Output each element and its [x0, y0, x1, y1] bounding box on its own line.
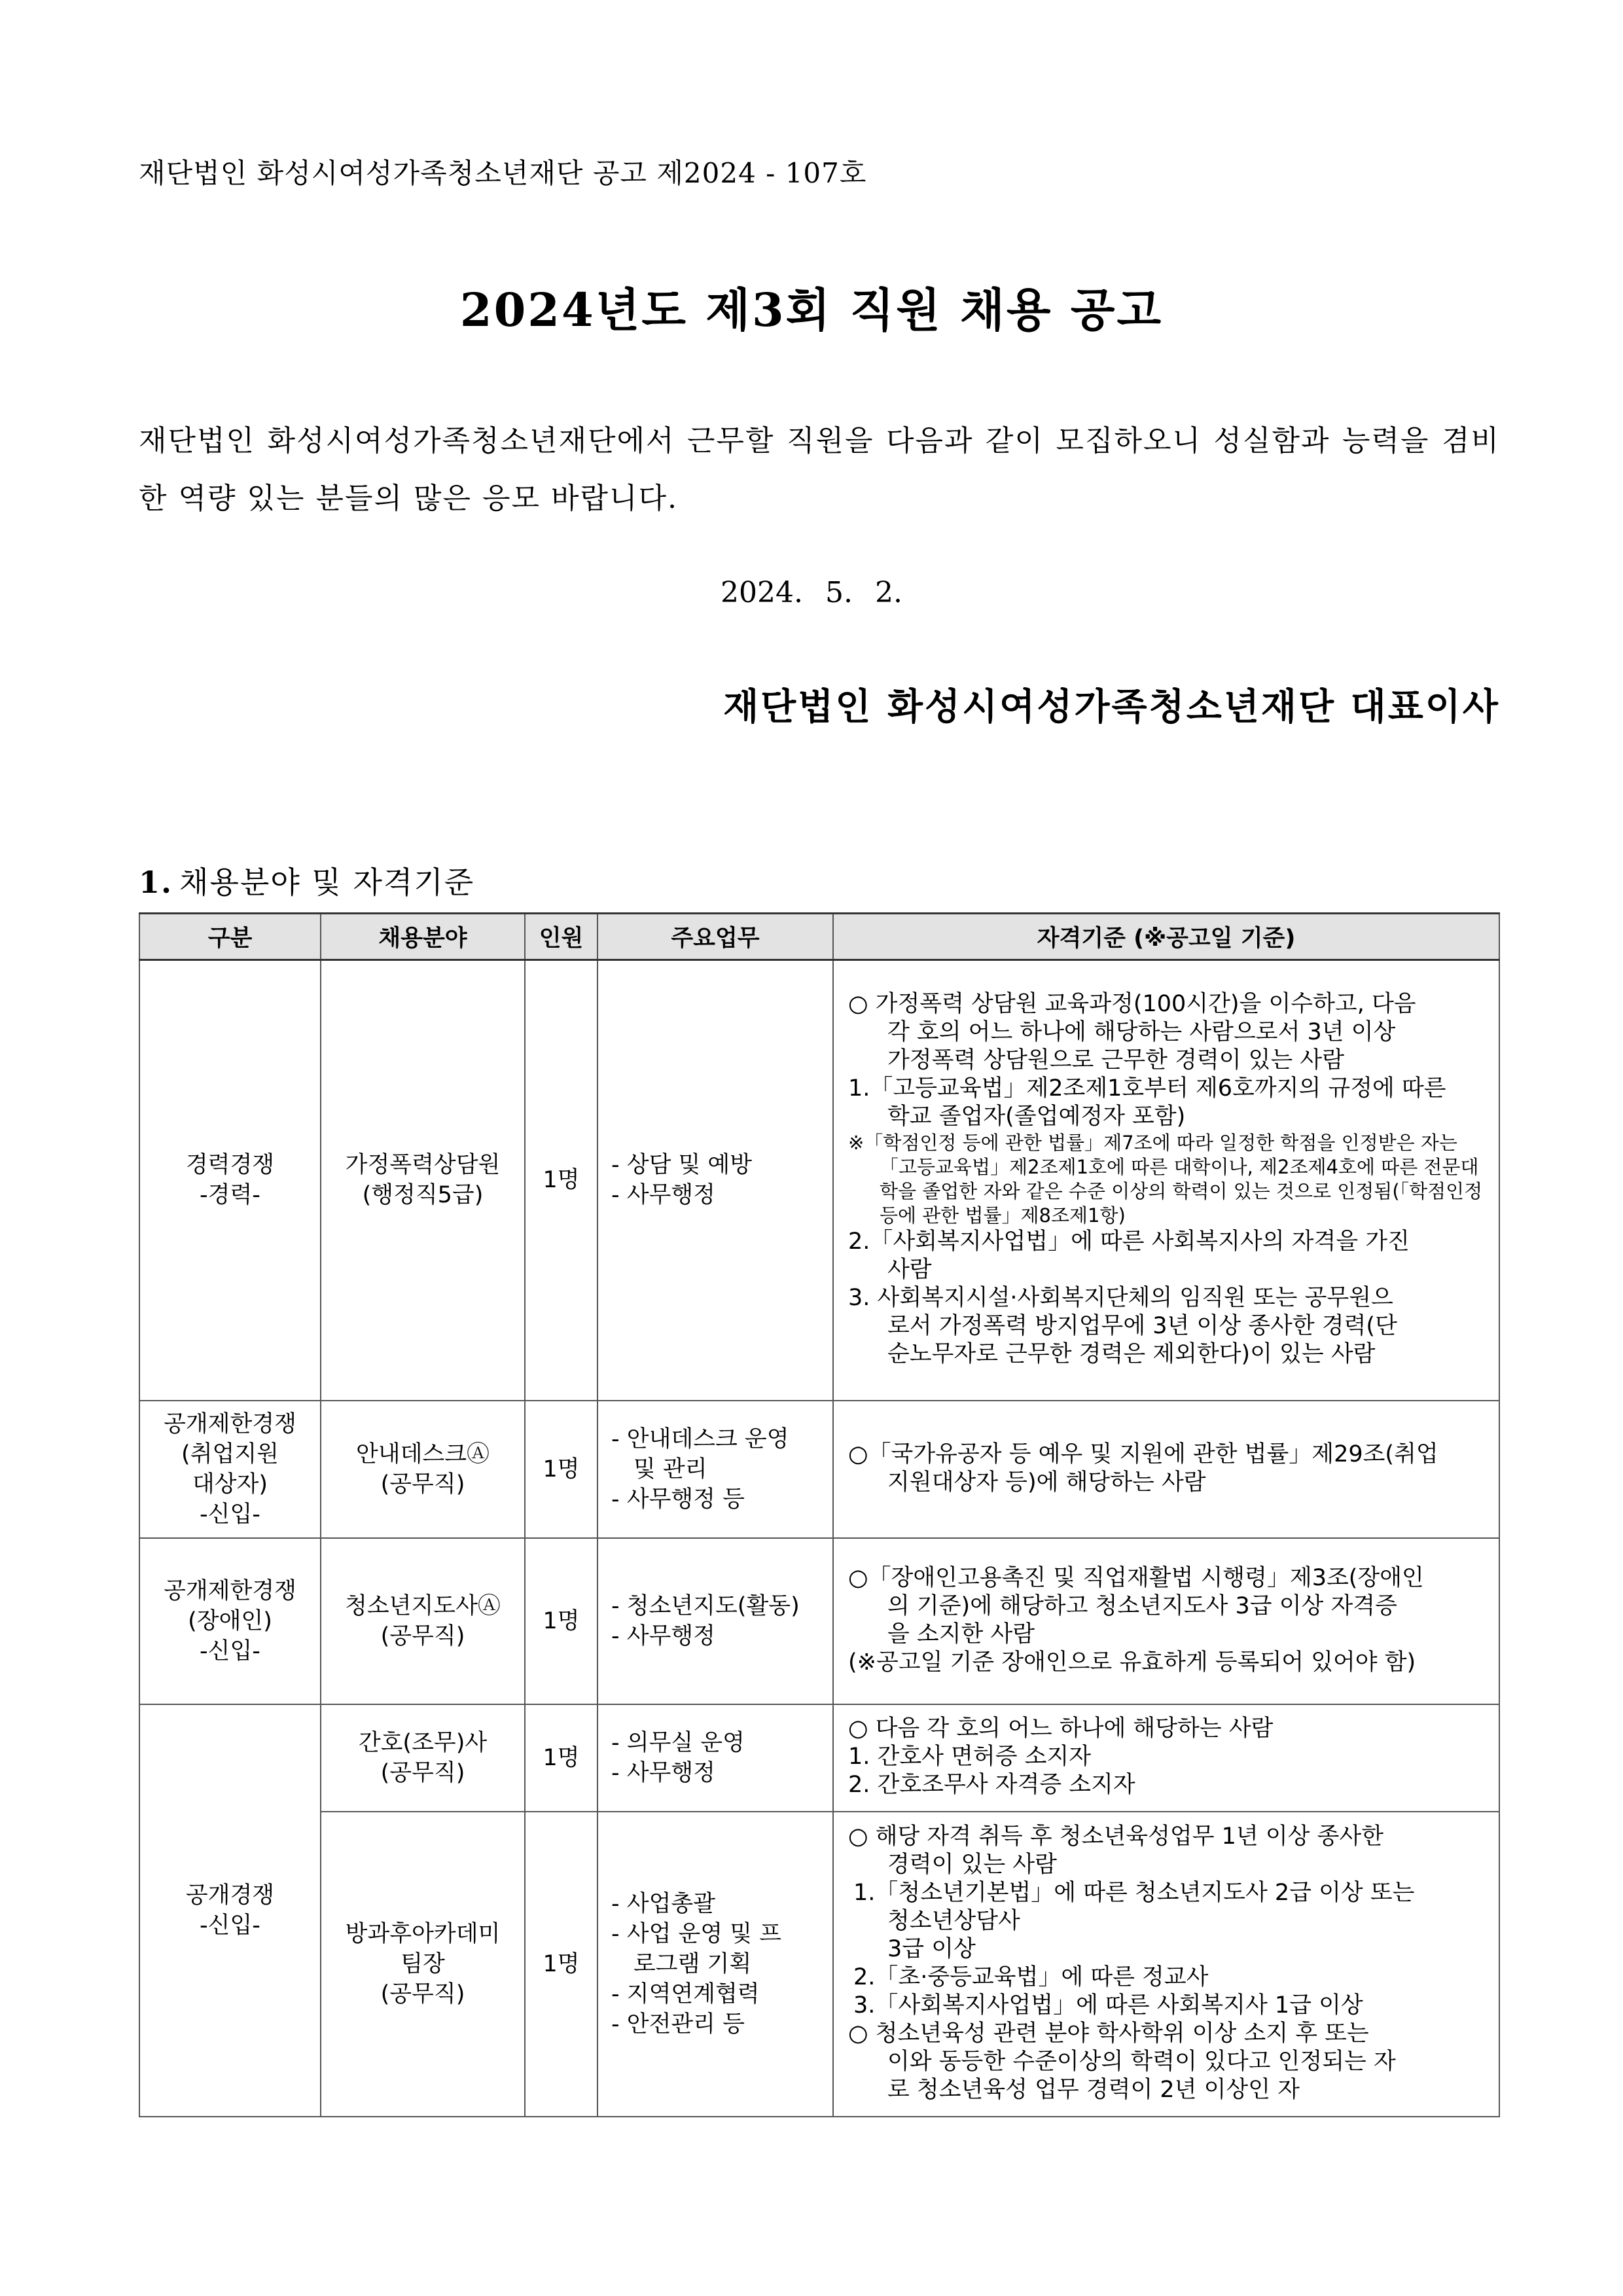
category-cell — [139, 1704, 321, 2117]
duties-cell — [597, 1538, 833, 1704]
field-text: 가정폭력상담원 — [345, 1152, 501, 1179]
qualification-line: (※공고일 기준 장애인으로 유효하게 등록되어 있어야 함) — [848, 1649, 1416, 1676]
category-text: 공개제한경쟁 — [164, 1577, 296, 1604]
category-text: 대상자) — [192, 1471, 268, 1498]
table-row — [139, 1401, 1499, 1538]
qualification-line: 3.「사회복지사업법」에 따른 사회복지사 1급 이상 — [853, 1992, 1363, 2018]
qualification-note: ※「학점인정 등에 관한 법률」제7조에 따라 일정한 학점을 인정받은 자는「고등교육법」제2조제1호에 따른 대학이나, 제2조제4호에 따른 전문대학을 졸업한 자와 같은 수준 이상의 학력이 있는 것으로 인정됨(「학점인정 등에 관한 법률」제8조제1항) — [848, 1132, 1483, 1227]
table-row — [139, 960, 1499, 1401]
category-text: (취업지원 — [181, 1441, 279, 1467]
qualification-line: 사람 — [887, 1257, 932, 1283]
qualification-line: 지원대상자 등)에 해당하는 사람 — [887, 1469, 1206, 1496]
field-text: 안내데스크Ⓐ — [355, 1441, 490, 1467]
duties-cell — [597, 1812, 833, 2117]
duty-item: 로그램 기획 — [633, 1950, 752, 1977]
field-text: (공무직) — [380, 1981, 465, 2007]
qualification-line: 학교 졸업자(졸업예정자 포함) — [887, 1103, 1186, 1130]
duty-item: - 지역연계협력 — [611, 1981, 760, 2007]
field-cell — [321, 1812, 525, 2117]
duty-item: - 사무행정 — [611, 1759, 715, 1786]
qualification-line: 순노무자로 근무한 경력은 제외한다)이 있는 사람 — [887, 1341, 1376, 1368]
qualification-line: 청소년상담사 — [887, 1907, 1020, 1934]
qualification-cell — [833, 1812, 1499, 2117]
recruitment-table — [139, 912, 1500, 2117]
category-text: 공개제한경쟁 — [164, 1410, 296, 1437]
duty-item: - 사무행정 등 — [611, 1486, 745, 1513]
count-cell: 1명 — [525, 1812, 597, 2117]
category-text: 경력경쟁 — [185, 1152, 275, 1179]
qualification-line: 의 기준)에 해당하고 청소년지도사 3급 이상 자격증 — [887, 1592, 1397, 1619]
qualification-line: 3급 이상 — [887, 1935, 976, 1962]
table-row — [139, 1704, 1499, 1812]
field-text: 청소년지도사Ⓐ — [345, 1592, 501, 1619]
category-text: 공개경쟁 — [185, 1882, 275, 1909]
qualification-line: 2. 간호조무사 자격증 소지자 — [848, 1772, 1135, 1798]
duty-item: - 사업총괄 — [611, 1890, 715, 1917]
count-cell: 1명 — [525, 960, 597, 1401]
announcement-date: 2024. 5. 2. — [721, 576, 902, 609]
field-text: 팀장 — [401, 1950, 445, 1977]
category-text: -신입- — [200, 1638, 260, 1664]
count-cell: 1명 — [525, 1538, 597, 1704]
table-header-row — [139, 914, 1499, 960]
qualification-line: 3. 사회복지시설·사회복지단체의 임직원 또는 공무원으 — [848, 1285, 1393, 1312]
field-text: (공무직) — [380, 1759, 465, 1786]
field-cell — [321, 1704, 525, 1812]
duty-item: - 안전관리 등 — [611, 2011, 745, 2037]
field-text: (공무직) — [380, 1623, 465, 1649]
category-cell — [139, 1401, 321, 1538]
field-text: 방과후아카데미 — [345, 1920, 501, 1947]
qualification-line: ○ 가정폭력 상담원 교육과정(100시간)을 이수하고, 다음 — [848, 991, 1416, 1018]
qualification-line: 2.「초·중등교육법」에 따른 정교사 — [853, 1964, 1209, 1990]
qualification-line: 가정폭력 상담원으로 근무한 경력이 있는 사람 — [887, 1047, 1345, 1074]
duty-item: - 사무행정 — [611, 1182, 715, 1209]
qualification-cell — [833, 1401, 1499, 1538]
qualification-line: ○ 해당 자격 취득 후 청소년육성업무 1년 이상 종사한 — [848, 1823, 1384, 1850]
document-title: 2024년도 제3회 직원 채용 공고 — [459, 283, 1164, 337]
duty-item: - 청소년지도(활동) — [611, 1592, 800, 1619]
table-row — [139, 1812, 1499, 2117]
qualification-cell — [833, 960, 1499, 1401]
category-text: -경력- — [200, 1182, 260, 1209]
duty-item: 및 관리 — [633, 1456, 707, 1482]
field-text: (행정직5급) — [362, 1182, 484, 1209]
qualification-line: 2.「사회복지사업법」에 따른 사회복지사의 자격을 가진 — [848, 1229, 1410, 1255]
count-cell: 1명 — [525, 1704, 597, 1812]
duties-cell — [597, 1401, 833, 1538]
header-count: 인원 — [525, 914, 597, 960]
duty-item: - 안내데스크 운영 — [611, 1426, 789, 1452]
intro-paragraph: 재단법인 화성시여성가족청소년재단에서 근무할 직원을 다음과 같이 모집하오니 성실함과 능력을 겸비한 역량 있는 분들의 많은 응모 바랍니다. — [139, 424, 1500, 515]
qualification-line: ○ 다음 각 호의 어느 하나에 해당하는 사람 — [848, 1715, 1274, 1742]
qualification-line: 1.「고등교육법」제2조제1호부터 제6호까지의 규정에 따른 — [848, 1075, 1446, 1102]
qualification-line: ○「국가유공자 등 예우 및 지원에 관한 법률」제29조(취업 — [848, 1441, 1438, 1467]
qualification-cell — [833, 1538, 1499, 1704]
category-text: -신입- — [200, 1912, 260, 1939]
header-field: 채용분야 — [321, 914, 525, 960]
notice-number: 재단법인 화성시여성가족청소년재단 공고 제2024 - 107호 — [139, 157, 867, 189]
qualification-line: 로서 가정폭력 방지업무에 3년 이상 종사한 경력(단 — [887, 1313, 1397, 1340]
qualification-line: 을 소지한 사람 — [887, 1621, 1035, 1647]
qualification-line: 1. 간호사 면허증 소지자 — [848, 1744, 1092, 1770]
duty-item: - 상담 및 예방 — [611, 1152, 753, 1179]
qualification-line: 로 청소년육성 업무 경력이 2년 이상인 자 — [887, 2076, 1300, 2103]
signature: 재단법인 화성시여성가족청소년재단 대표이사 — [723, 685, 1500, 728]
duty-item: - 사무행정 — [611, 1623, 715, 1649]
category-text: -신입- — [200, 1501, 260, 1528]
table-row — [139, 1538, 1499, 1704]
section-title: 채용분야 및 자격기준 — [179, 865, 475, 900]
duties-cell — [597, 1704, 833, 1812]
category-text: (장애인) — [188, 1607, 272, 1634]
duties-cell — [597, 960, 833, 1401]
duty-item: - 사업 운영 및 프 — [611, 1920, 781, 1947]
field-cell — [321, 1538, 525, 1704]
category-cell — [139, 960, 321, 1401]
category-cell — [139, 1538, 321, 1704]
qualification-line: 경력이 있는 사람 — [887, 1851, 1057, 1878]
duty-item: - 의무실 운영 — [611, 1729, 745, 1756]
field-cell — [321, 1401, 525, 1538]
field-text: (공무직) — [380, 1471, 465, 1498]
qualification-cell — [833, 1704, 1499, 1812]
section-number: 1. — [139, 865, 173, 900]
qualification-line: 각 호의 어느 하나에 해당하는 사람으로서 3년 이상 — [887, 1019, 1396, 1046]
qualification-line: 이와 동등한 수준이상의 학력이 있다고 인정되는 자 — [887, 2048, 1396, 2075]
qualification-line: 1.「청소년기본법」에 따른 청소년지도사 2급 이상 또는 — [853, 1879, 1415, 1906]
header-category: 구분 — [139, 914, 321, 960]
field-text: 간호(조무)사 — [358, 1729, 488, 1756]
qualification-line: ○ 청소년육성 관련 분야 학사학위 이상 소지 후 또는 — [848, 2020, 1369, 2047]
header-duties: 주요업무 — [597, 914, 833, 960]
field-cell — [321, 960, 525, 1401]
count-cell: 1명 — [525, 1401, 597, 1538]
qualification-line: ○「장애인고용촉진 및 직업재활법 시행령」제3조(장애인 — [848, 1564, 1424, 1591]
header-qualification: 자격기준 (※공고일 기준) — [833, 914, 1499, 960]
section-heading — [139, 859, 474, 902]
